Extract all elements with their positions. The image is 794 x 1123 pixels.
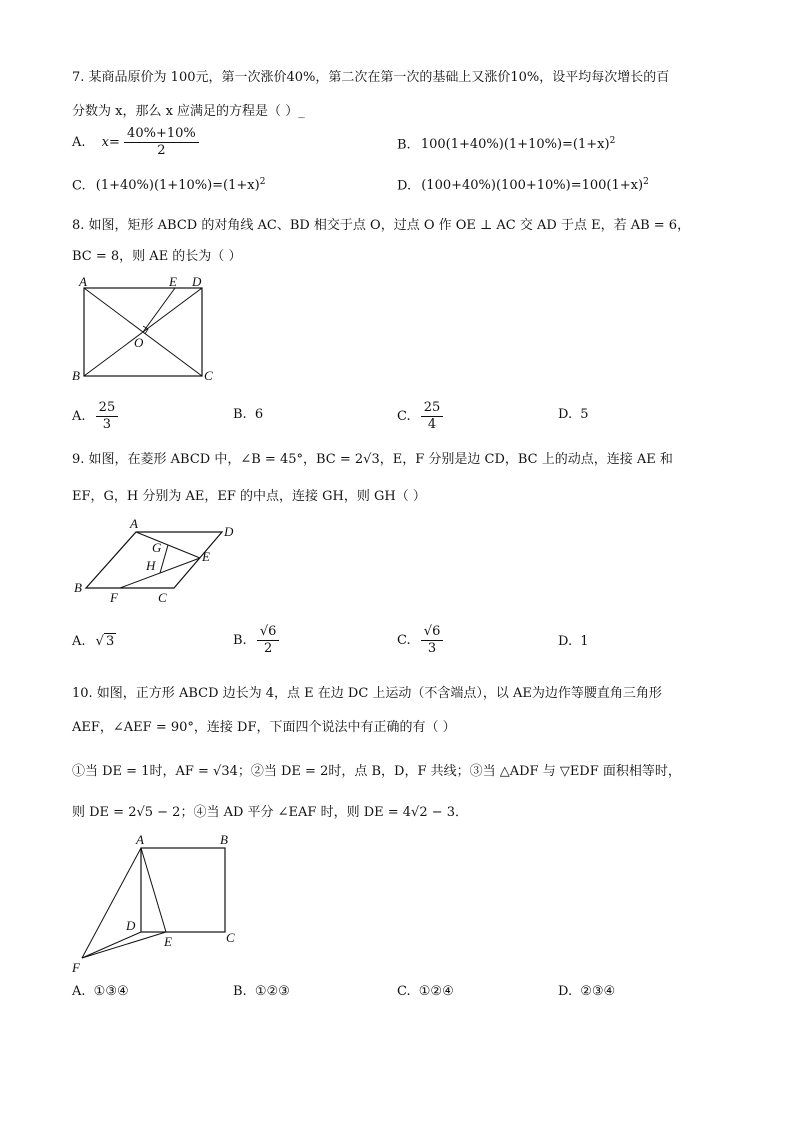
q10-option-d[interactable]: D. ②③④ (558, 984, 616, 999)
segment-ae (141, 848, 166, 932)
segment-oe (143, 288, 175, 332)
label-e: E (202, 549, 210, 564)
q7-line1: 7. 某商品原价为 100元，第一次涨价40%，第二次在第一次的基础上又涨价10%，设平均每次增长的百 (72, 70, 670, 85)
label-b: B (72, 368, 80, 383)
q10-figure (66, 830, 246, 978)
label-f: F (72, 960, 80, 975)
q10-line2: AEF，∠AEF = 90°，连接 DF，下面四个说法中有正确的有（ ） (72, 720, 456, 735)
label-e: E (164, 934, 172, 949)
q10-line3: ①当 DE = 1时，AF = √34；②当 DE = 2时，点 B，D，F 共线；③当 △ADF 与 ▽EDF 面积相等时， (72, 764, 681, 779)
q7-line2: 分数为 x，那么 x 应满足的方程是（ ）_ (72, 104, 305, 119)
q7-option-b[interactable]: B. $100(1+40\%)(1+10\%)=(1+x)^2$ (397, 136, 616, 153)
q7-option-d[interactable]: D. $(100+40\%)(100+10\%)=100(1+x)^2$ (397, 177, 649, 194)
label-a: A (136, 832, 144, 847)
label-a: A (130, 516, 138, 531)
q10-option-b[interactable]: B. ①②③ (233, 984, 290, 999)
q8-figure (68, 274, 228, 386)
label-d: D (126, 918, 136, 933)
q9-figure (68, 514, 248, 606)
q9-option-d[interactable]: D. 1 (558, 634, 589, 649)
label-f: F (110, 590, 118, 605)
q9-line1: 9. 如图，在菱形 ABCD 中，∠B = 45°，BC = 2√3，E，F 分别是边 CD，BC 上的动点，连接 AE 和 (72, 452, 673, 467)
q8-option-c[interactable]: C. $\frac{25}{4}$ (397, 400, 443, 433)
q9-option-b[interactable]: B. $\frac{√6}{2}$ (233, 624, 279, 657)
q8-option-b[interactable]: B. 6 (233, 407, 264, 422)
q8-line1: 8. 如图，矩形 ABCD 的对角线 AC、BD 相交于点 O，过点 O 作 OE ⊥ AC 交 AD 于点 E，若 AB = 6， (72, 218, 691, 233)
label-d: D (192, 274, 202, 289)
q10-option-c[interactable]: C. ①②④ (397, 984, 454, 999)
q10-option-a[interactable]: A. ①③④ (72, 984, 129, 999)
label-d: D (224, 524, 234, 539)
q9-option-c[interactable]: C. $\frac{√6}{3}$ (397, 624, 443, 657)
q8-option-d[interactable]: D. 5 (558, 407, 589, 422)
label-h: H (146, 558, 156, 573)
label-c: C (226, 930, 235, 945)
q8-option-a[interactable]: A. $\frac{25}{3}$ (72, 400, 118, 433)
q7-option-c[interactable]: C. $(1+40\%)(1+10\%)=(1+x)^2$ (72, 177, 266, 194)
q7-option-a[interactable]: A. x= $\frac{40\%+10\%}{2}$ (72, 126, 199, 159)
label-e: E (169, 274, 177, 289)
label-b: B (74, 580, 82, 595)
label-g: G (152, 540, 162, 555)
q9-option-a[interactable]: A. √ 3 (72, 634, 115, 649)
segment-fd (82, 932, 141, 958)
label-a: A (79, 274, 87, 289)
label-o: O (134, 335, 144, 350)
label-c: C (204, 368, 213, 383)
label-b: B (220, 832, 228, 847)
label-c: C (158, 590, 167, 605)
q10-line1: 10. 如图，正方形 ABCD 边长为 4，点 E 在边 DC 上运动（不含端点），以 AE为边作等腰直角三角形 (72, 686, 662, 701)
q9-line2: EF，G，H 分别为 AE，EF 的中点，连接 GH，则 GH（ ） (72, 489, 426, 504)
fraction: $\frac{40\%+10\%}{2}$ (124, 126, 199, 159)
q8-line2: BC = 8，则 AE 的长为（ ） (72, 249, 242, 264)
q10-line4: 则 DE = 2√5 − 2；④当 AD 平分 ∠EAF 时，则 DE = 4√2 − 3． (72, 805, 469, 820)
segment-af (82, 848, 141, 958)
segment-fe (82, 932, 166, 958)
